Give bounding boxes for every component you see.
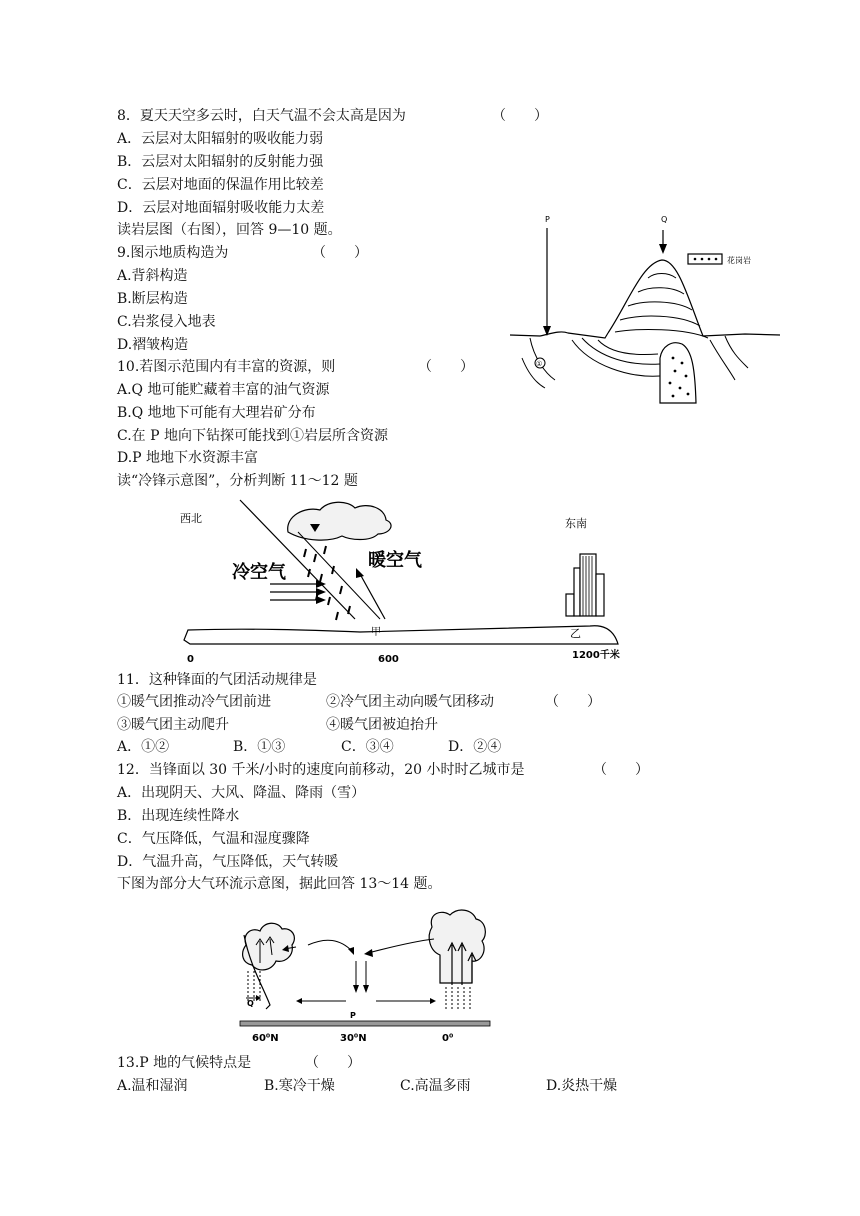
warm-air-arrow xyxy=(360,574,385,619)
label-p: P xyxy=(545,215,550,224)
q10-paren: （ ） xyxy=(418,359,474,375)
q9-option-c: C.岩浆侵入地表 xyxy=(117,314,216,330)
q8-paren: （ ） xyxy=(492,108,548,124)
city-yi-buildings xyxy=(566,554,604,616)
label-southeast: 东南 xyxy=(565,517,587,530)
q11-choice-a: A．①② xyxy=(117,739,170,755)
rain-right xyxy=(446,987,470,1009)
label-jia: 甲 xyxy=(371,627,381,638)
label-cold-air: 冷空气 xyxy=(232,562,286,583)
q13-choice-c: C.高温多雨 xyxy=(400,1078,471,1094)
subsidence-head-1 xyxy=(353,985,359,993)
front-surface-line-2 xyxy=(298,532,380,619)
label-q-circ: Q xyxy=(247,999,254,1008)
surface-arrow-left-head xyxy=(296,998,302,1004)
label-warm-air: 暖空气 xyxy=(368,550,422,571)
q11-item-2: ②冷气团主动向暖气团移动 xyxy=(326,694,494,710)
ground-platform xyxy=(184,626,618,644)
q9-option-b: B.断层构造 xyxy=(117,291,188,307)
upper-arrow-left xyxy=(308,940,352,951)
circulation-figure xyxy=(236,905,498,1048)
label-0: 0⁰ xyxy=(442,1033,454,1044)
cold-arrow-head-3 xyxy=(316,596,326,604)
upper-arrow-right-head xyxy=(364,949,373,957)
layer-1-label: ① xyxy=(536,360,543,368)
strata-layers xyxy=(522,274,748,389)
granite-intrusion xyxy=(660,343,696,403)
label-60n: 60⁰N xyxy=(252,1033,279,1044)
label-northwest: 西北 xyxy=(180,512,202,525)
q8-stem: 8．夏天天空多云时，白天气温不会太高是因为 xyxy=(117,108,406,124)
subsidence-arrows xyxy=(356,961,366,989)
q10-option-c: C.在 P 地向下钻探可能找到①岩层所含资源 xyxy=(117,428,388,444)
q13-choice-d: D.炎热干燥 xyxy=(546,1078,618,1094)
tick-0: 0 xyxy=(187,654,194,665)
q13-stem: 13.P 地的气候特点是 xyxy=(117,1055,252,1071)
cold-front-figure xyxy=(170,494,640,666)
mountain-surface xyxy=(608,260,780,336)
cloud-right xyxy=(429,910,485,983)
q11-choice-d: D．②④ xyxy=(448,739,502,755)
intro-13-14: 下图为部分大气环流示意图，据此回答 13～14 题。 xyxy=(117,876,442,892)
q12-option-b: B．出现连续性降水 xyxy=(117,808,240,824)
q10-option-d: D.P 地地下水资源丰富 xyxy=(117,450,259,466)
granite-legend-label: 花岗岩 xyxy=(727,256,751,265)
q9-option-d: D.褶皱构造 xyxy=(117,337,189,353)
q11-choice-c: C．③④ xyxy=(341,739,394,755)
q12-stem: 12．当锋面以 30 千米/小时的速度向前移动，20 小时时乙城市是 xyxy=(117,762,525,778)
q12-paren: （ ） xyxy=(593,762,649,778)
q11-stem: 11．这种锋面的气团活动规律是 xyxy=(117,672,317,688)
q9-paren: （ ） xyxy=(312,245,368,261)
label-p-circ: P xyxy=(350,1011,356,1020)
tick-1200: 1200千米 xyxy=(572,650,620,661)
q12-option-c: C．气压降低，气温和湿度骤降 xyxy=(117,831,310,847)
q8-option-c: C．云层对地面的保温作用比较差 xyxy=(117,177,324,193)
q10-stem: 10.若图示范围内有丰富的资源，则 xyxy=(117,359,336,375)
ground-left xyxy=(510,332,608,338)
cold-air-arrows xyxy=(270,584,318,600)
tick-600: 600 xyxy=(378,654,399,665)
q10-option-b: B.Q 地地下可能有大理岩矿分布 xyxy=(117,405,316,421)
q8-option-b: B．云层对太阳辐射的反射能力强 xyxy=(117,154,324,170)
intro-9-10: 读岩层图（右图），回答 9—10 题。 xyxy=(117,222,342,238)
intro-11-12: 读“冷锋示意图”，分析判断 11～12 题 xyxy=(117,473,358,489)
label-yi: 乙 xyxy=(570,627,581,640)
rock-strata-figure xyxy=(510,208,790,413)
front-rain xyxy=(304,546,350,620)
q11-item-3: ③暖气团主动爬升 xyxy=(117,717,229,733)
subsidence-head-2 xyxy=(363,985,369,993)
label-q: Q xyxy=(661,215,668,224)
q8-option-d: D．云层对地面辐射吸收能力太差 xyxy=(117,200,325,216)
q13-paren: （ ） xyxy=(305,1055,361,1071)
q9-option-a: A.背斜构造 xyxy=(117,268,188,284)
q12-option-a: A．出现阴天、大风、降温、降雨（雪） xyxy=(117,785,366,801)
q13-choice-a: A.温和湿润 xyxy=(117,1078,188,1094)
q11-choice-b: B．①③ xyxy=(233,739,286,755)
surface-arrow-right-head xyxy=(430,998,436,1004)
q9-stem: 9.图示地质构造为 xyxy=(117,245,229,261)
front-cloud xyxy=(288,502,391,540)
q8-option-a: A．云层对太阳辐射的吸收能力弱 xyxy=(117,131,324,147)
upper-arrow-right xyxy=(368,939,434,953)
warm-arrow-head xyxy=(356,568,364,578)
q12-option-d: D．气温升高，气压降低，天气转暖 xyxy=(117,854,339,870)
q11-item-4: ④暖气团被迫抬升 xyxy=(326,717,438,733)
cold-arrow-head-2 xyxy=(316,588,326,596)
q11-item-1: ①暖气团推动冷气团前进 xyxy=(117,694,271,710)
q13-choice-b: B.寒冷干燥 xyxy=(264,1078,335,1094)
label-30n: 30⁰N xyxy=(340,1033,367,1044)
q11-paren: （ ） xyxy=(545,694,601,710)
circ-ground xyxy=(240,1021,490,1026)
q10-option-a: A.Q 地可能贮藏着丰富的油气资源 xyxy=(117,382,330,398)
arrow-q-head xyxy=(659,244,667,254)
